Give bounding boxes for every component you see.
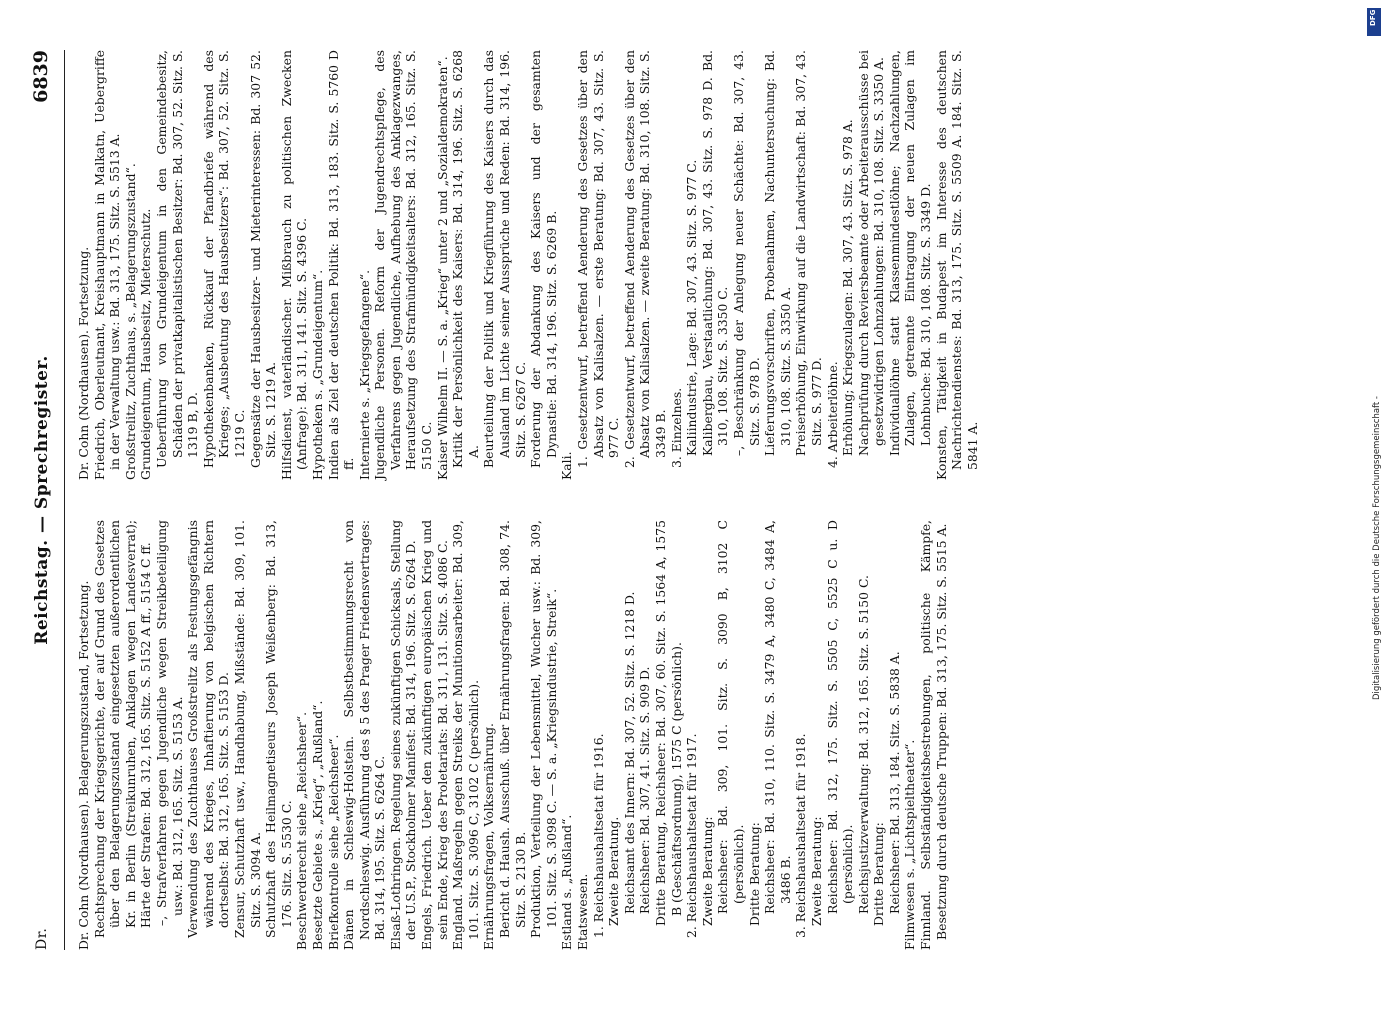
- index-entry: 2. Reichshaushaltsetat für 1917.: [684, 733, 700, 938]
- index-entry: Preiserhöhung, Einwirkung auf die Landwirtschaft: Bd. 307, 43. Sitz. S. 977 D.: [793, 50, 824, 456]
- index-entry: Reichsheer: Bd. 309, 101. Sitz. S. 3090 B, 3102 C (persönlich).: [715, 520, 746, 914]
- index-entry: Hypotheken s. „Grundeigentum“.: [309, 269, 325, 480]
- index-entry: Dritte Beratung:: [871, 822, 887, 926]
- index-entry: Dr. Cohn (Nordhausen). Belagerungszustand, Fortsetzung.: [76, 580, 91, 950]
- index-entry: Grundeigentum, Hausbesitz, Mieterschutz.: [138, 208, 154, 480]
- index-entry: Hypothekenbanken, Rückkauf der Pfandbriefe während des Krieges; „Ausbeutung des Hausbesitzers“: Bd. 307, 52. Sitz. S. 1219 C.: [200, 50, 247, 468]
- index-entry: Produktion, Verteilung der Lebensmittel, Wucher usw.: Bd. 309, 101. Sitz. S. 3098 C. — S. a. „Kriegsindustrie, Streik“.: [528, 520, 559, 938]
- index-entry: Bericht d. Haush. Ausschuß. über Ernährungsfragen: Bd. 308, 74. Sitz. S. 2130 B.: [497, 520, 528, 938]
- index-entry: Kalibergbau, Verstaatlichung: Bd. 307, 43. Sitz. S. 978 D. Bd. 310, 108. Sitz. S. 3350 C.: [699, 50, 731, 456]
- index-entry: Ueberführung von Grundeigentum in den Gemeindebesitz, Schäden der privatkapitalistischen Besitzer: Bd. 307, 52. Sitz. S. 1319 B, D.: [153, 50, 201, 468]
- index-entry: Friedrich, Oberleutnant, Kreishauptmann in Malkatn, Uebergriffe in der Verwaltung usw.: Bd. 313, 175. Sitz. S. 5513 A.: [91, 50, 123, 480]
- index-entry: –, Strafverfahren gegen Jugendliche wegen Streikbeteiligung usw.: Bd. 312, 165. Sitz. S. 5153 A.: [153, 520, 185, 926]
- index-entry: Hilfsdienst, vaterländischer. Mißbrauch zu politischen Zwecken (Anfrage): Bd. 311, 141. Sitz. S. 4396 C.: [278, 50, 310, 480]
- index-entry: 3. Einzelnes.: [668, 387, 684, 468]
- index-entry: 3. Reichshaushaltsetat für 1918.: [793, 733, 809, 938]
- index-entry: Konsten, Tätigkeit in Budapest im Interesse des deutschen Nachrichtendienstes: Bd. 313, 175. Sitz. S. 5509 A. 184. Sitz. S. 5841 A.: [933, 50, 980, 480]
- index-entry: 2. Gesetzentwurf, betreffend Aenderung des Gesetzes über den Absatz von Kalisalzen. — zweite Beratung: Bd. 310, 108. Sitz. S. 3349 B.: [621, 50, 668, 468]
- index-entry: Reichsjustizverwaltung: Bd. 312, 165. Sitz. S. 5150 C.: [855, 575, 871, 914]
- index-entry: Dr. Cohn (Nordhausen). Fortsetzung.: [76, 246, 91, 480]
- index-entry: Dritte Beratung, Reichsheer: Bd. 307, 60. Sitz. S. 1564 A, 1575 B (Geschäftsordnung), 1575 C (persönlich).: [652, 520, 684, 926]
- index-entry: Estland s. „Rußland“.: [559, 814, 575, 950]
- index-entry: Zensur, Schutzhaft usw., Handhabung, Mißstände: Bd. 309, 101. Sitz. S. 3094 A.: [231, 520, 263, 938]
- index-entry: Reichsheer: Bd. 307, 41. Sitz. S. 909 D.: [637, 666, 653, 914]
- index-entry: 1. Gesetzentwurf, betreffend Aenderung des Gesetzes über den Absatz von Kalisalzen. — erste Beratung: Bd. 307, 43. Sitz. S. 977 C.: [575, 50, 622, 468]
- index-entry: Kritik der Persönlichkeit des Kaisers: Bd. 314, 196. Sitz. S. 6268 A.: [450, 50, 481, 468]
- index-entry: Elsaß-Lothringen. Regelung seines zukünftigen Schicksals, Stellung der U.S.P., Stockholmer Manifest: Bd. 314, 196. Sitz. S. 6264 D.: [387, 520, 419, 950]
- index-entry: Reichsheer: Bd. 313, 184. Sitz. S. 5838 A.: [886, 651, 902, 914]
- index-entry: Kaliindustrie, Lage: Bd. 307, 43. Sitz. S. 977 C.: [684, 159, 700, 456]
- column-left: [76, 520, 949, 950]
- index-entry: Reichsheer: Bd. 312, 175. Sitz. S. 5505 C, 5525 C u. D (persönlich).: [824, 520, 856, 914]
- column-right: [76, 50, 980, 480]
- index-entry: Besetzte Gebiete s. „Krieg“, „Rußland“.: [309, 700, 325, 950]
- index-entry: Dritte Beratung:: [746, 822, 762, 926]
- side-credit: [1372, 10, 1383, 1010]
- index-entry: Gegensätze der Hausbesitzer- und Mieterinteressen: Bd. 307 52. Sitz. S. 1219 A.: [247, 50, 279, 468]
- index-entry: Kaiser Wilhelm II. — S. a. „Krieg“ unter 2 und „Sozialdemokraten“.: [434, 56, 450, 480]
- page-header: [28, 50, 60, 950]
- index-entry: Verwendung des Zuchthauses Großstrelitz als Festungsgefängnis während des Krieges, Inhaftierung von belgischen Richtern dortselbst: Bd. 312, 165. Sitz. S. 5153 D.: [185, 520, 232, 938]
- index-entry: Dänen in Schleswig-Holstein. Selbstbestimmungsrecht von Nordschleswig. Ausführung des § 5 des Prager Friedensvertrages: Bd. 314, 195. Sitz. S. 6264 C.: [341, 520, 388, 950]
- dfg-logo: DFG: [1367, 8, 1381, 36]
- index-entry: –, Beschränkung der Anlegung neuer Schächte: Bd. 307, 43. Sitz. S. 978 D.: [730, 50, 762, 456]
- index-entry: Etatswesen.: [575, 873, 590, 950]
- index-entry: 1. Reichshaushaltsetat für 1916.: [590, 733, 606, 938]
- index-entry: Nachprüfung durch Reviersbeamte oder Arbeiterausschüsse bei gesetzwidrigen Lohnzahlungen: Bd. 310, 108. Sitz. S. 3350 A.: [855, 50, 887, 456]
- index-entry: Briefkontrolle siehe „Reichsheer“.: [325, 734, 341, 950]
- index-entry: Finnland. Selbständigkeitsbestrebungen, politische Kämpfe, Besetzung durch deutsche Truppen: Bd. 313, 175. Sitz. S. 5515 A.: [918, 520, 949, 950]
- index-entry: Erhöhung; Kriegszulagen: Bd. 307, 43. Sitz. S. 978 A.: [840, 119, 856, 456]
- index-entry: Internierte s. „Kriegsgefangene“.: [356, 269, 372, 480]
- index-entry: Kali.: [559, 451, 575, 480]
- page-number: 6839: [30, 50, 52, 103]
- index-entry: Individuallöhne statt Klassenmindestlöhne; Nachzahlungen, Zulagen, getrennte Eintragung der neuen Zulagen im Lohnbuche: Bd. 310, 108. Sitz. S. 3349 D.: [886, 50, 934, 456]
- index-entry: Indien als Ziel der deutschen Politik: Bd. 313, 183. Sitz. S. 5760 D ff.: [325, 50, 357, 480]
- index-entry: Großstrelitz, Zuchthaus, s. „Belagerungszustand“.: [122, 163, 138, 480]
- header-title: Reichstag. — Sprechregister.: [32, 355, 52, 645]
- index-entry: Zweite Beratung.: [606, 816, 622, 926]
- index-entry: Rechtsprechung der Kriegsgerichte, der auf Grund des Gesetzes über den Belagerungszustand eingesetzten außerordentlichen Kr. in Berlin (Streikunruhen, Anklagen wegen Landesverrat); Härte der Strafen: Bd. 312, 165. Sitz. S. 5152 A ff., 5154 C ff.: [91, 520, 154, 938]
- index-entry: England. Maßregeln gegen Streiks der Munitionsarbeiter: Bd. 309, 101. Sitz. S. 3096 C, 3102 C (persönlich).: [450, 520, 481, 950]
- index-entry: Lieferungsvorschriften, Probenahmen, Nachuntersuchung: Bd. 310, 108. Sitz. S. 3350 A.: [762, 50, 793, 456]
- index-entry: Engels, Friedrich. Ueber den zukünftigen europäischen Krieg und sein Ende, Krieg des Proletariats: Bd. 311, 131. Sitz. S. 4086 C.: [419, 520, 450, 950]
- index-entry: Jugendliche Personen. Reform der Jugendrechtspflege, des Verfahrens gegen Jugendliche, Aufhebung des Anklagezwanges, Heraufsetzung des Strafmündigkeitsalters: Bd. 312, 165. Sitz. S. 5150 C.: [372, 50, 435, 480]
- header-left: Dr.: [34, 927, 50, 950]
- index-entry: Zweite Beratung:: [808, 816, 824, 926]
- index-entry: Ernährungsfragen, Volksernährung.: [481, 723, 497, 950]
- index-entry: Forderung der Abdankung des Kaisers und der gesamten Dynastie: Bd. 314, 196. Sitz. S. 6269 B.: [528, 50, 559, 468]
- index-entry: Beurteilung der Politik und Kriegführung des Kaisers durch das Ausland im Lichte seiner Aussprüche und Reden: Bd. 314, 196. Sitz. S. 6267 C.: [481, 50, 528, 468]
- index-entry: Zweite Beratung:: [699, 816, 715, 926]
- index-entry: Schutzhaft des Heilmagnetiseurs Joseph Weißenberg: Bd. 313, 176. Sitz. S. 5530 C.: [263, 520, 294, 938]
- index-entry: Filmwesen s. „Lichtspieltheater“.: [902, 739, 918, 950]
- index-entry: Reichsamt des Innern: Bd. 307, 52. Sitz. S. 1218 D.: [621, 591, 637, 914]
- index-entry: 4. Arbeiterlöhne.: [824, 361, 840, 468]
- side-credit-text: Digitalisierung gefördert durch die Deutsche Forschungsgemeinschaft -: [1372, 396, 1382, 700]
- index-entry: Reichsheer: Bd. 310, 110. Sitz. S. 3479 A, 3480 C, 3484 A, 3486 B.: [762, 520, 793, 914]
- index-entry: Beschwerderecht siehe „Reichsheer“.: [294, 711, 310, 950]
- header-rule: [64, 50, 65, 950]
